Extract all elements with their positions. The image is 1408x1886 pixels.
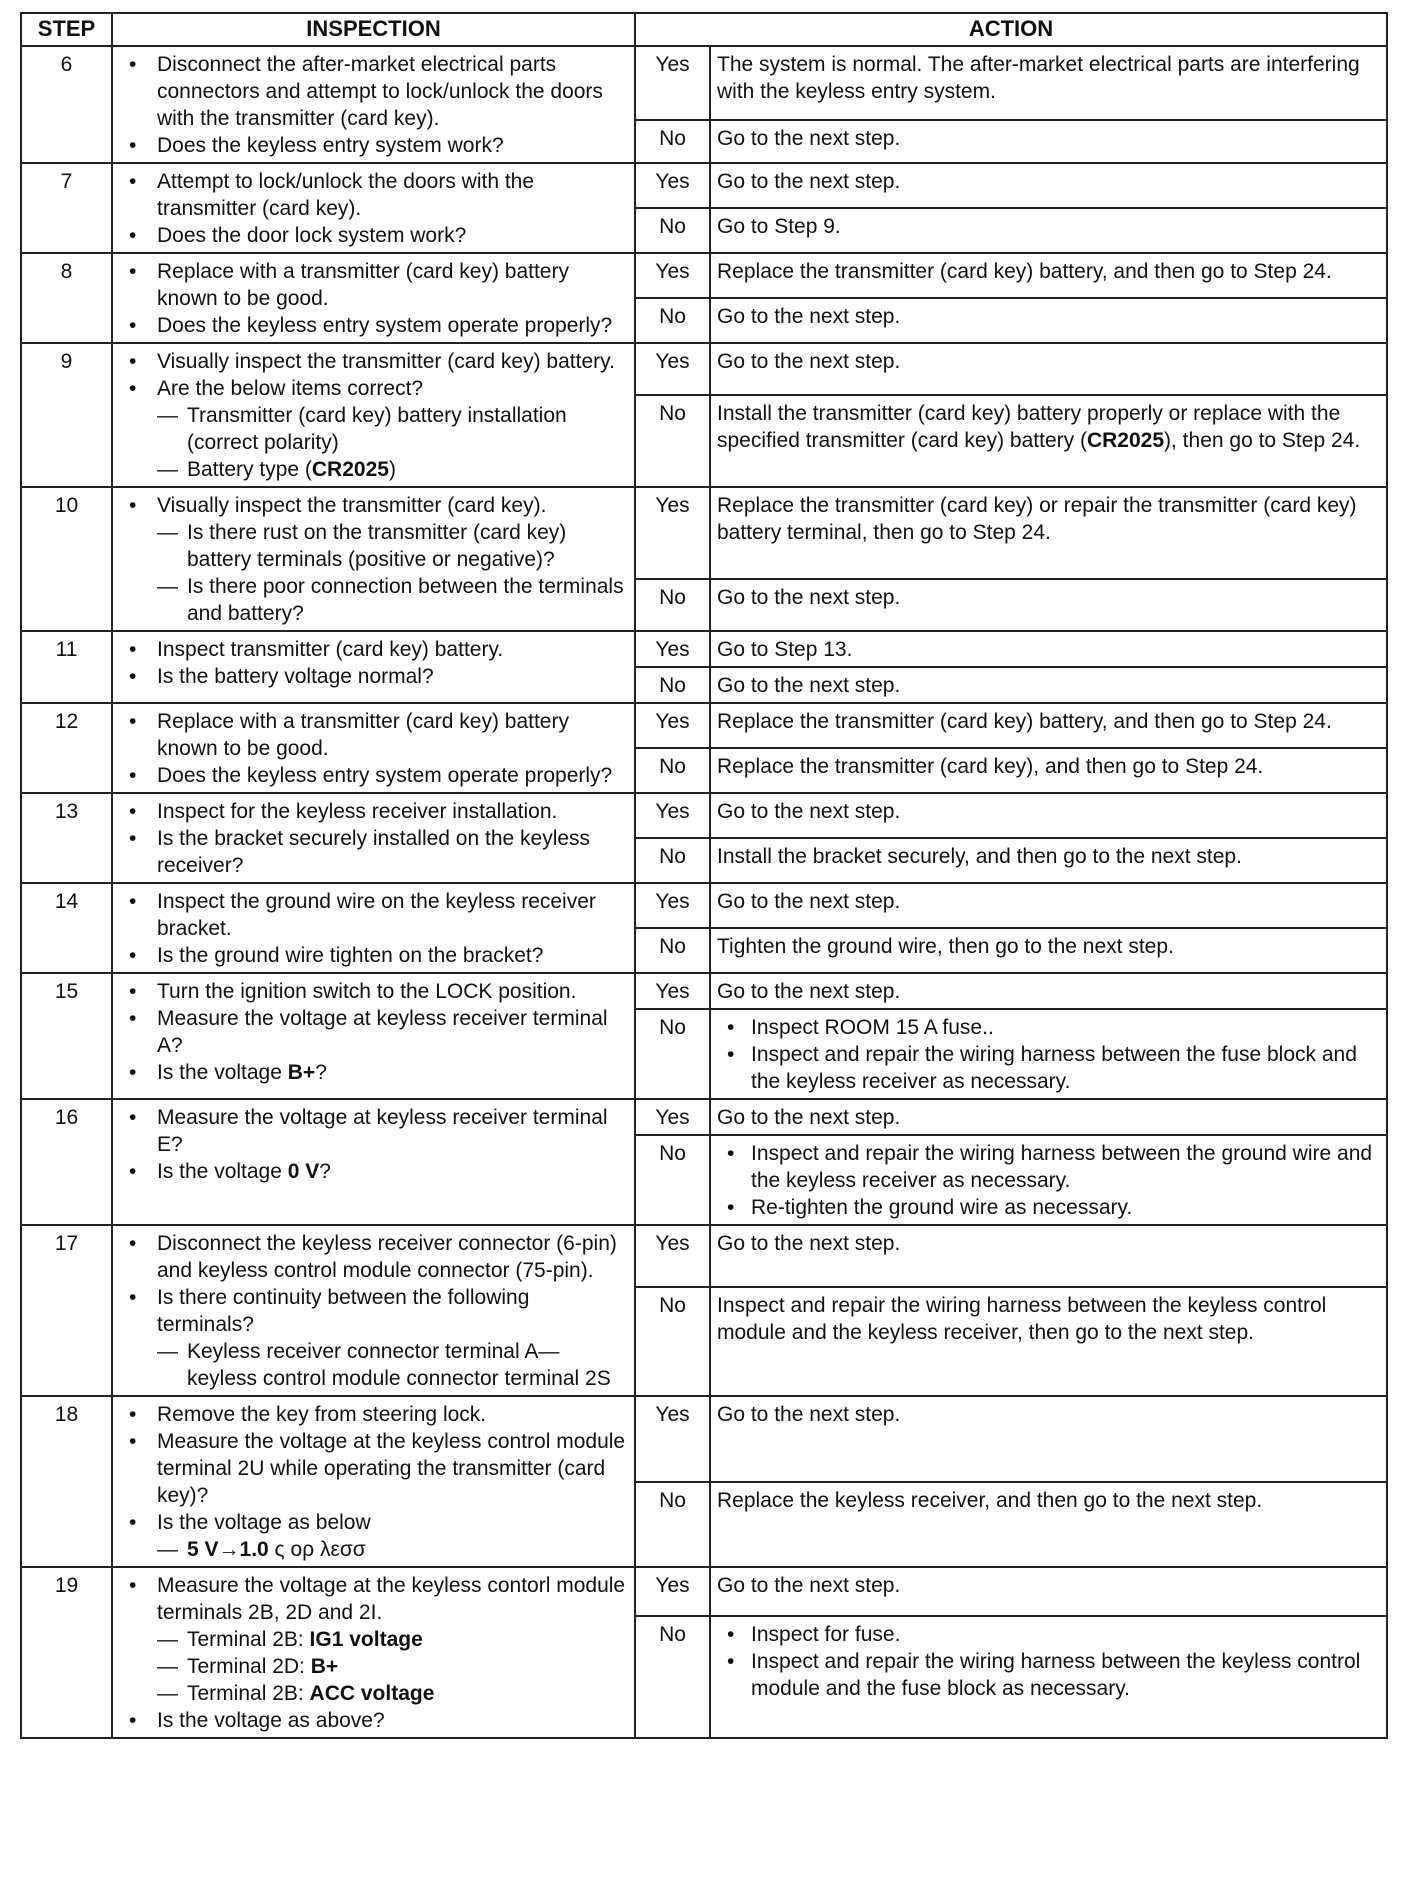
inspection-text: Turn the ignition switch to the LOCK position. <box>157 980 577 1003</box>
inspection-sublist <box>157 519 626 627</box>
inspection-text: Is the voltage as below <box>157 1511 371 1534</box>
inspection-text: Is the bracket securely installed on the keyless receiver? <box>157 827 591 877</box>
yes-action: Go to the next step. <box>710 883 1387 928</box>
inspection-text: Replace with a transmitter (card key) battery known to be good. <box>157 260 569 310</box>
inspection-subitem: — Terminal 2B: IG1 voltage <box>157 1626 626 1653</box>
inspection-list <box>123 1401 626 1563</box>
action-list <box>717 1140 1380 1221</box>
action-item: • Inspect and repair the wiring harness between the keyless control module and the fuse block as necessary. <box>717 1648 1380 1702</box>
yes-label: Yes <box>635 883 710 928</box>
no-label: No <box>635 1616 710 1738</box>
yes-label: Yes <box>635 973 710 1009</box>
action-item: • Inspect and repair the wiring harness between the ground wire and the keyless receiver as necessary. <box>717 1140 1380 1194</box>
action-item: • Inspect ROOM 15 A fuse.. <box>717 1014 1380 1041</box>
table-body <box>21 46 1387 1738</box>
inspection-list <box>123 348 626 483</box>
yes-action: Go to the next step. <box>710 973 1387 1009</box>
table-row <box>21 703 1387 748</box>
inspection-subitem: — 5 V→1.0 ς ορ λεσσ <box>157 1536 626 1563</box>
action-item: • Inspect and repair the wiring harness between the fuse block and the keyless receiver as necessary. <box>717 1041 1380 1095</box>
yes-label: Yes <box>635 487 710 579</box>
table-row <box>21 487 1387 579</box>
yes-action: Replace the transmitter (card key) battery, and then go to Step 24. <box>710 253 1387 298</box>
no-action: Go to Step 9. <box>710 208 1387 253</box>
inspection-item <box>123 1572 626 1707</box>
yes-action: Replace the transmitter (card key) or repair the transmitter (card key) battery terminal, then go to Step 24. <box>710 487 1387 579</box>
inspection-list <box>123 798 626 879</box>
step-number: 9 <box>21 343 112 487</box>
yes-action: Go to the next step. <box>710 1099 1387 1135</box>
inspection-text: Does the door lock system work? <box>157 224 467 247</box>
inspection-text: Visually inspect the transmitter (card key). <box>157 494 547 517</box>
yes-label: Yes <box>635 1099 710 1135</box>
table-row <box>21 1225 1387 1287</box>
no-label: No <box>635 120 710 163</box>
yes-label: Yes <box>635 1567 710 1616</box>
step-number: 11 <box>21 631 112 703</box>
inspection-list <box>123 492 626 627</box>
inspection-text: Does the keyless entry system operate properly? <box>157 764 613 787</box>
inspection-sublist <box>157 1626 626 1707</box>
inspection-item <box>123 1401 626 1428</box>
inspection-item <box>123 492 626 627</box>
action-list <box>717 1014 1380 1095</box>
inspection-text: Inspect the ground wire on the keyless receiver bracket. <box>157 890 596 940</box>
inspection-item <box>123 168 626 222</box>
inspection-text: Is there continuity between the following terminals? <box>157 1286 530 1336</box>
inspection-item <box>123 375 626 483</box>
inspection-subitem: — Terminal 2D: B+ <box>157 1653 626 1680</box>
yes-action: The system is normal. The after-market electrical parts are interfering with the keyless entry system. <box>710 46 1387 120</box>
inspection-header: INSPECTION <box>112 13 635 46</box>
step-number: 15 <box>21 973 112 1099</box>
inspection-text: Disconnect the keyless receiver connector (6-pin) and keyless control module connector (75-pin). <box>157 1232 617 1282</box>
inspection-text: Inspect for the keyless receiver installation. <box>157 800 558 823</box>
yes-action: Go to the next step. <box>710 1567 1387 1616</box>
inspection-subitem: — Transmitter (card key) battery installation (correct polarity) <box>157 402 626 456</box>
step-number: 17 <box>21 1225 112 1396</box>
step-number: 18 <box>21 1396 112 1567</box>
inspection-item <box>123 348 626 375</box>
no-label: No <box>635 208 710 253</box>
inspection-list <box>123 258 626 339</box>
table-row <box>21 343 1387 395</box>
inspection-item <box>123 1284 626 1392</box>
table-row <box>21 973 1387 1009</box>
inspection-item <box>123 132 626 159</box>
yes-label: Yes <box>635 46 710 120</box>
step-number: 13 <box>21 793 112 883</box>
inspection-text: Measure the voltage at the keyless contorl module terminals 2B, 2D and 2I. <box>157 1574 626 1624</box>
inspection-subitem: — Keyless receiver connector terminal A—keyless control module connector terminal 2S <box>157 1338 626 1392</box>
inspection-sublist <box>157 1536 626 1563</box>
no-label: No <box>635 928 710 973</box>
action-item: • Re-tighten the ground wire as necessary. <box>717 1194 1380 1221</box>
inspection-cell <box>112 1099 635 1225</box>
table-row <box>21 46 1387 120</box>
inspection-cell <box>112 487 635 631</box>
no-label: No <box>635 298 710 343</box>
inspection-cell <box>112 46 635 163</box>
no-action: Go to the next step. <box>710 667 1387 703</box>
inspection-text: Does the keyless entry system operate properly? <box>157 314 613 337</box>
no-action: Install the transmitter (card key) battery properly or replace with the specified transmitter (card key) battery (CR2025), then go to Step 24. <box>710 395 1387 487</box>
yes-label: Yes <box>635 163 710 208</box>
inspection-text: Is the ground wire tighten on the bracket? <box>157 944 544 967</box>
inspection-cell <box>112 883 635 973</box>
inspection-text: Inspect transmitter (card key) battery. <box>157 638 504 661</box>
no-action: Replace the transmitter (card key), and then go to Step 24. <box>710 748 1387 793</box>
yes-action: Replace the transmitter (card key) battery, and then go to Step 24. <box>710 703 1387 748</box>
inspection-item <box>123 1104 626 1158</box>
inspection-item <box>123 708 626 762</box>
no-label: No <box>635 1482 710 1568</box>
table-row <box>21 1567 1387 1616</box>
yes-action: Go to the next step. <box>710 1396 1387 1482</box>
table-row <box>21 883 1387 928</box>
table-row <box>21 1099 1387 1135</box>
inspection-cell <box>112 703 635 793</box>
inspection-item <box>123 1158 626 1185</box>
yes-label: Yes <box>635 1396 710 1482</box>
header-row <box>21 13 1387 46</box>
yes-label: Yes <box>635 631 710 667</box>
no-label: No <box>635 395 710 487</box>
no-action <box>710 1135 1387 1225</box>
inspection-list <box>123 51 626 159</box>
inspection-item <box>123 942 626 969</box>
step-number: 16 <box>21 1099 112 1225</box>
inspection-text: Measure the voltage at keyless receiver terminal A? <box>157 1007 608 1057</box>
table-row <box>21 1396 1387 1482</box>
inspection-item <box>123 1707 626 1734</box>
inspection-list <box>123 978 626 1086</box>
inspection-item <box>123 1428 626 1509</box>
step-number: 7 <box>21 163 112 253</box>
step-number: 14 <box>21 883 112 973</box>
inspection-cell <box>112 1396 635 1567</box>
inspection-text: Replace with a transmitter (card key) battery known to be good. <box>157 710 569 760</box>
yes-label: Yes <box>635 793 710 838</box>
troubleshooting-table <box>20 12 1388 1739</box>
no-label: No <box>635 667 710 703</box>
step-number: 10 <box>21 487 112 631</box>
inspection-list <box>123 636 626 690</box>
yes-action: Go to the next step. <box>710 1225 1387 1287</box>
inspection-item <box>123 222 626 249</box>
no-label: No <box>635 579 710 631</box>
step-number: 8 <box>21 253 112 343</box>
inspection-cell <box>112 1567 635 1738</box>
table-row <box>21 631 1387 667</box>
inspection-item <box>123 1005 626 1059</box>
inspection-item <box>123 888 626 942</box>
no-action: Inspect and repair the wiring harness between the keyless control module and the keyless receiver, then go to the next step. <box>710 1287 1387 1396</box>
no-label: No <box>635 748 710 793</box>
inspection-text: Remove the key from steering lock. <box>157 1403 487 1426</box>
inspection-text: Is the voltage as above? <box>157 1709 385 1732</box>
inspection-item <box>123 1230 626 1284</box>
inspection-list <box>123 708 626 789</box>
inspection-item <box>123 798 626 825</box>
inspection-subitem: — Is there rust on the transmitter (card key) battery terminals (positive or negative)? <box>157 519 626 573</box>
inspection-text: Is the voltage 0 V? <box>157 1160 331 1183</box>
inspection-subitem: — Is there poor connection between the terminals and battery? <box>157 573 626 627</box>
inspection-list <box>123 1572 626 1734</box>
inspection-sublist <box>157 402 626 483</box>
inspection-list <box>123 168 626 249</box>
yes-label: Yes <box>635 703 710 748</box>
inspection-cell <box>112 163 635 253</box>
step-header: STEP <box>21 13 112 46</box>
no-label: No <box>635 1009 710 1099</box>
inspection-text: Is the battery voltage normal? <box>157 665 434 688</box>
inspection-item <box>123 663 626 690</box>
inspection-cell <box>112 1225 635 1396</box>
yes-action: Go to the next step. <box>710 343 1387 395</box>
inspection-subitem: — Terminal 2B: ACC voltage <box>157 1680 626 1707</box>
inspection-text: Disconnect the after-market electrical parts connectors and attempt to lock/unlock the doors with the transmitter (card key). <box>157 53 603 130</box>
inspection-item <box>123 636 626 663</box>
inspection-text: Visually inspect the transmitter (card key) battery. <box>157 350 615 373</box>
inspection-text: Are the below items correct? <box>157 377 424 400</box>
yes-label: Yes <box>635 253 710 298</box>
inspection-cell <box>112 793 635 883</box>
table-row <box>21 253 1387 298</box>
no-action: Replace the keyless receiver, and then go to the next step. <box>710 1482 1387 1568</box>
inspection-text: Measure the voltage at the keyless control module terminal 2U while operating the transmitter (card key)? <box>157 1430 626 1507</box>
inspection-text: Is the voltage B+? <box>157 1061 327 1084</box>
step-number: 6 <box>21 46 112 163</box>
inspection-item <box>123 1509 626 1563</box>
table-row <box>21 163 1387 208</box>
action-list <box>717 1621 1380 1702</box>
yes-label: Yes <box>635 343 710 395</box>
no-action <box>710 1616 1387 1738</box>
no-label: No <box>635 1135 710 1225</box>
no-action: Install the bracket securely, and then go to the next step. <box>710 838 1387 883</box>
yes-label: Yes <box>635 1225 710 1287</box>
no-label: No <box>635 1287 710 1396</box>
inspection-item <box>123 258 626 312</box>
inspection-cell <box>112 253 635 343</box>
no-action: Go to the next step. <box>710 298 1387 343</box>
step-number: 19 <box>21 1567 112 1738</box>
inspection-item <box>123 51 626 132</box>
inspection-item <box>123 762 626 789</box>
inspection-cell <box>112 973 635 1099</box>
inspection-cell <box>112 631 635 703</box>
action-item: • Inspect for fuse. <box>717 1621 1380 1648</box>
yes-action: Go to the next step. <box>710 793 1387 838</box>
inspection-text: Measure the voltage at keyless receiver terminal E? <box>157 1106 608 1156</box>
inspection-list <box>123 888 626 969</box>
inspection-subitem: — Battery type (CR2025) <box>157 456 626 483</box>
inspection-item <box>123 312 626 339</box>
step-number: 12 <box>21 703 112 793</box>
inspection-cell <box>112 343 635 487</box>
inspection-item <box>123 825 626 879</box>
no-action: Go to the next step. <box>710 579 1387 631</box>
inspection-list <box>123 1104 626 1185</box>
inspection-item <box>123 1059 626 1086</box>
yes-action: Go to the next step. <box>710 163 1387 208</box>
inspection-text: Attempt to lock/unlock the doors with the transmitter (card key). <box>157 170 535 220</box>
action-header: ACTION <box>635 13 1387 46</box>
yes-action: Go to Step 13. <box>710 631 1387 667</box>
inspection-list <box>123 1230 626 1392</box>
inspection-text: Does the keyless entry system work? <box>157 134 504 157</box>
no-label: No <box>635 838 710 883</box>
no-action: Go to the next step. <box>710 120 1387 163</box>
table-row <box>21 793 1387 838</box>
no-action: Tighten the ground wire, then go to the next step. <box>710 928 1387 973</box>
inspection-sublist <box>157 1338 626 1392</box>
no-action <box>710 1009 1387 1099</box>
inspection-item <box>123 978 626 1005</box>
